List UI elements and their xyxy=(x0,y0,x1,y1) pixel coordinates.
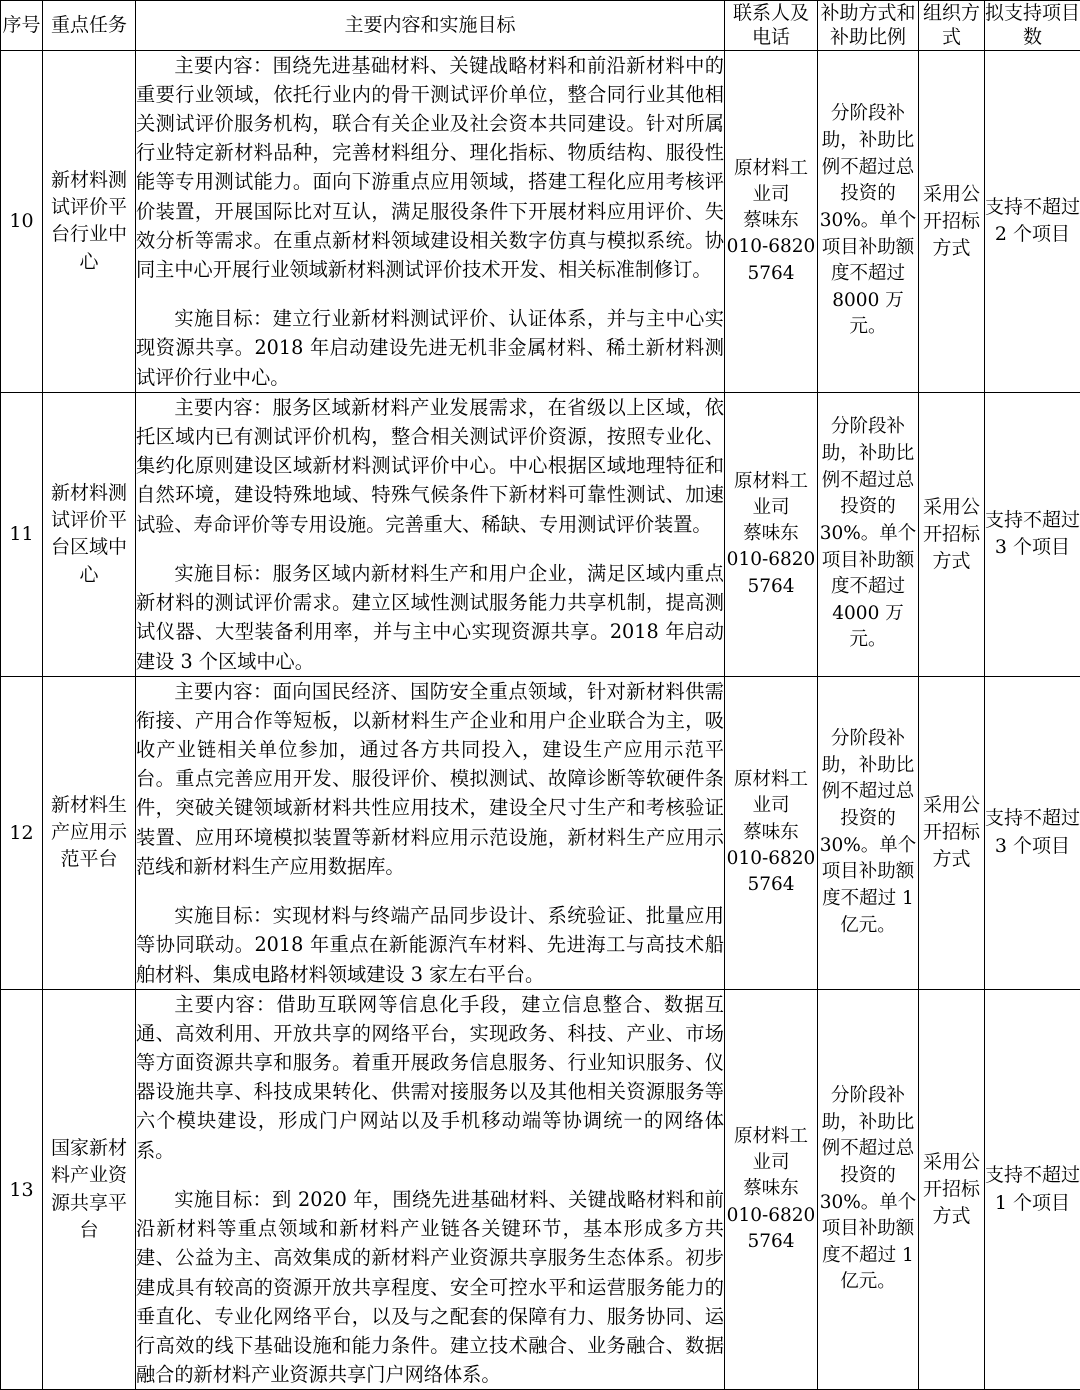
row-sequence-number: 13 xyxy=(1,989,43,1390)
row-content xyxy=(136,50,725,392)
row-task-name: 新材料生产应用示范平台 xyxy=(43,676,136,989)
table-header-row xyxy=(1,1,1080,51)
row-sequence-number: 12 xyxy=(1,676,43,989)
contact-person: 蔡味东 xyxy=(725,208,817,234)
contact-person: 蔡味东 xyxy=(725,521,817,547)
content-main-paragraph: 主要内容：面向国民经济、国防安全重点领域，针对新材料供需衔接、产用合作等短板，以新材料生产企业和用户企业联合为主，吸收产业链相关单位参加，通过各方共同投入，建设生产应用示范平台。重点完善应用开发、服役评价、模拟测试、故障诊断等软硬件条件，突破关键领域新材料共性应用技术，建设全尺寸生产和考核验证装置、应用环境模拟装置等新材料应用示范设施，新材料生产应用示范线和新材料生产应用数据库。 xyxy=(136,677,724,881)
table-row xyxy=(1,989,1080,1390)
content-goal-paragraph: 实施目标：实现材料与终端产品同步设计、系统验证、批量应用等协同联动。2018 年重点在新能源汽车材料、先进海工与高技术船舶材料、集成电路材料领域建设 3 家左右平台。 xyxy=(136,901,724,989)
contact-department: 原材料工业司 xyxy=(725,1124,817,1177)
row-project-count: 支持不超过 3 个项目 xyxy=(985,676,1080,989)
header-contact: 联系人及电话 xyxy=(725,1,818,51)
content-main-paragraph: 主要内容：借助互联网等信息化手段，建立信息整合、数据互通、高效利用、开放共享的网络平台，实现政务、科技、产业、市场等方面资源共享和服务。着重开展政务信息服务、行业知识服务、仪器设施共享、科技成果转化、供需对接服务以及其他相关资源服务等六个模块建设，形成门户网站以及手机移动端等协调统一的网络体系。 xyxy=(136,990,724,1165)
row-org-mode: 采用公开招标方式 xyxy=(919,392,985,676)
header-projects: 拟支持项目数 xyxy=(985,1,1080,51)
row-subsidy: 分阶段补助，补助比例不超过总投资的30%。单个项目补助额度不超过 4000 万元。 xyxy=(818,392,919,676)
contact-department: 原材料工业司 xyxy=(725,767,817,820)
contact-department: 原材料工业司 xyxy=(725,469,817,522)
row-contact xyxy=(725,989,818,1390)
row-org-mode: 采用公开招标方式 xyxy=(919,989,985,1390)
row-org-mode: 采用公开招标方式 xyxy=(919,50,985,392)
row-project-count: 支持不超过 1 个项目 xyxy=(985,989,1080,1390)
table-row xyxy=(1,392,1080,676)
contact-person: 蔡味东 xyxy=(725,1176,817,1202)
contact-phone: 010-68205764 xyxy=(725,234,817,287)
row-contact xyxy=(725,676,818,989)
header-seq: 序号 xyxy=(1,1,43,51)
header-org: 组织方式 xyxy=(919,1,985,51)
row-subsidy: 分阶段补助，补助比例不超过总投资的30%。单个项目补助额度不超过 8000 万元。 xyxy=(818,50,919,392)
row-contact xyxy=(725,50,818,392)
row-task-name: 国家新材料产业资源共享平台 xyxy=(43,989,136,1390)
contact-department: 原材料工业司 xyxy=(725,156,817,209)
header-content: 主要内容和实施目标 xyxy=(136,1,725,51)
row-content xyxy=(136,392,725,676)
contact-phone: 010-68205764 xyxy=(725,1203,817,1256)
row-subsidy: 分阶段补助，补助比例不超过总投资的30%。单个项目补助额度不超过 1 亿元。 xyxy=(818,989,919,1390)
content-goal-paragraph: 实施目标：到 2020 年，围绕先进基础材料、关键战略材料和前沿新材料等重点领域和新材料产业链各关键环节，基本形成多方共建、公益为主、高效集成的新材料产业资源共享服务生态体系。初步建成具有较高的资源开放共享程度、安全可控水平和运营服务能力的垂直化、专业化网络平台，以及与之配套的保障有力、服务协同、运行高效的线下基础设施和能力条件。建立技术融合、业务融合、数据融合的新材料产业资源共享门户网络体系。 xyxy=(136,1185,724,1389)
content-goal-paragraph: 实施目标：建立行业新材料测试评价、认证体系，并与主中心实现资源共享。2018 年启动建设先进无机非金属材料、稀土新材料测试评价行业中心。 xyxy=(136,304,724,392)
row-content xyxy=(136,676,725,989)
row-sequence-number: 11 xyxy=(1,392,43,676)
contact-person: 蔡味东 xyxy=(725,820,817,846)
content-main-paragraph: 主要内容：围绕先进基础材料、关键战略材料和前沿新材料中的重要行业领域，依托行业内的骨干测试评价单位，整合同行业其他相关测试评价服务机构，联合有关企业及社会资本共同建设。针对所属行业特定新材料品种，完善材料组分、理化指标、物质结构、服役性能等专用测试能力。面向下游重点应用领域，搭建工程化应用考核评价装置，开展国际比对互认，满足服役条件下开展材料应用评价、失效分析等需求。在重点新材料领域建设相关数字仿真与模拟系统。协同主中心开展行业领域新材料测试评价技术开发、相关标准制修订。 xyxy=(136,51,724,285)
row-task-name: 新材料测试评价平台行业中心 xyxy=(43,50,136,392)
row-content xyxy=(136,989,725,1390)
contact-phone: 010-68205764 xyxy=(725,846,817,899)
header-subsidy: 补助方式和补助比例 xyxy=(818,1,919,51)
table-row xyxy=(1,50,1080,392)
row-project-count: 支持不超过 2 个项目 xyxy=(985,50,1080,392)
content-main-paragraph: 主要内容：服务区域新材料产业发展需求，在省级以上区域，依托区域内已有测试评价机构，整合相关测试评价资源，按照专业化、集约化原则建设区域新材料测试评价中心。中心根据区域地理特征和自然环境，建设特殊地域、特殊气候条件下新材料可靠性测试、加速试验、寿命评价等专用设施。完善重大、稀缺、专用测试评价装置。 xyxy=(136,393,724,539)
table-body xyxy=(1,50,1080,1390)
row-contact xyxy=(725,392,818,676)
row-task-name: 新材料测试评价平台区域中心 xyxy=(43,392,136,676)
row-org-mode: 采用公开招标方式 xyxy=(919,676,985,989)
contact-phone: 010-68205764 xyxy=(725,547,817,600)
content-goal-paragraph: 实施目标：服务区域内新材料生产和用户企业，满足区域内重点新材料的测试评价需求。建立区域性测试服务能力共享机制，提高测试仪器、大型装备利用率，并与主中心实现资源共享。2018 年启动建设 3 个区域中心。 xyxy=(136,559,724,676)
header-task: 重点任务 xyxy=(43,1,136,51)
table-row xyxy=(1,676,1080,989)
row-sequence-number: 10 xyxy=(1,50,43,392)
row-project-count: 支持不超过 3 个项目 xyxy=(985,392,1080,676)
row-subsidy: 分阶段补助，补助比例不超过总投资的30%。单个项目补助额度不超过 1 亿元。 xyxy=(818,676,919,989)
